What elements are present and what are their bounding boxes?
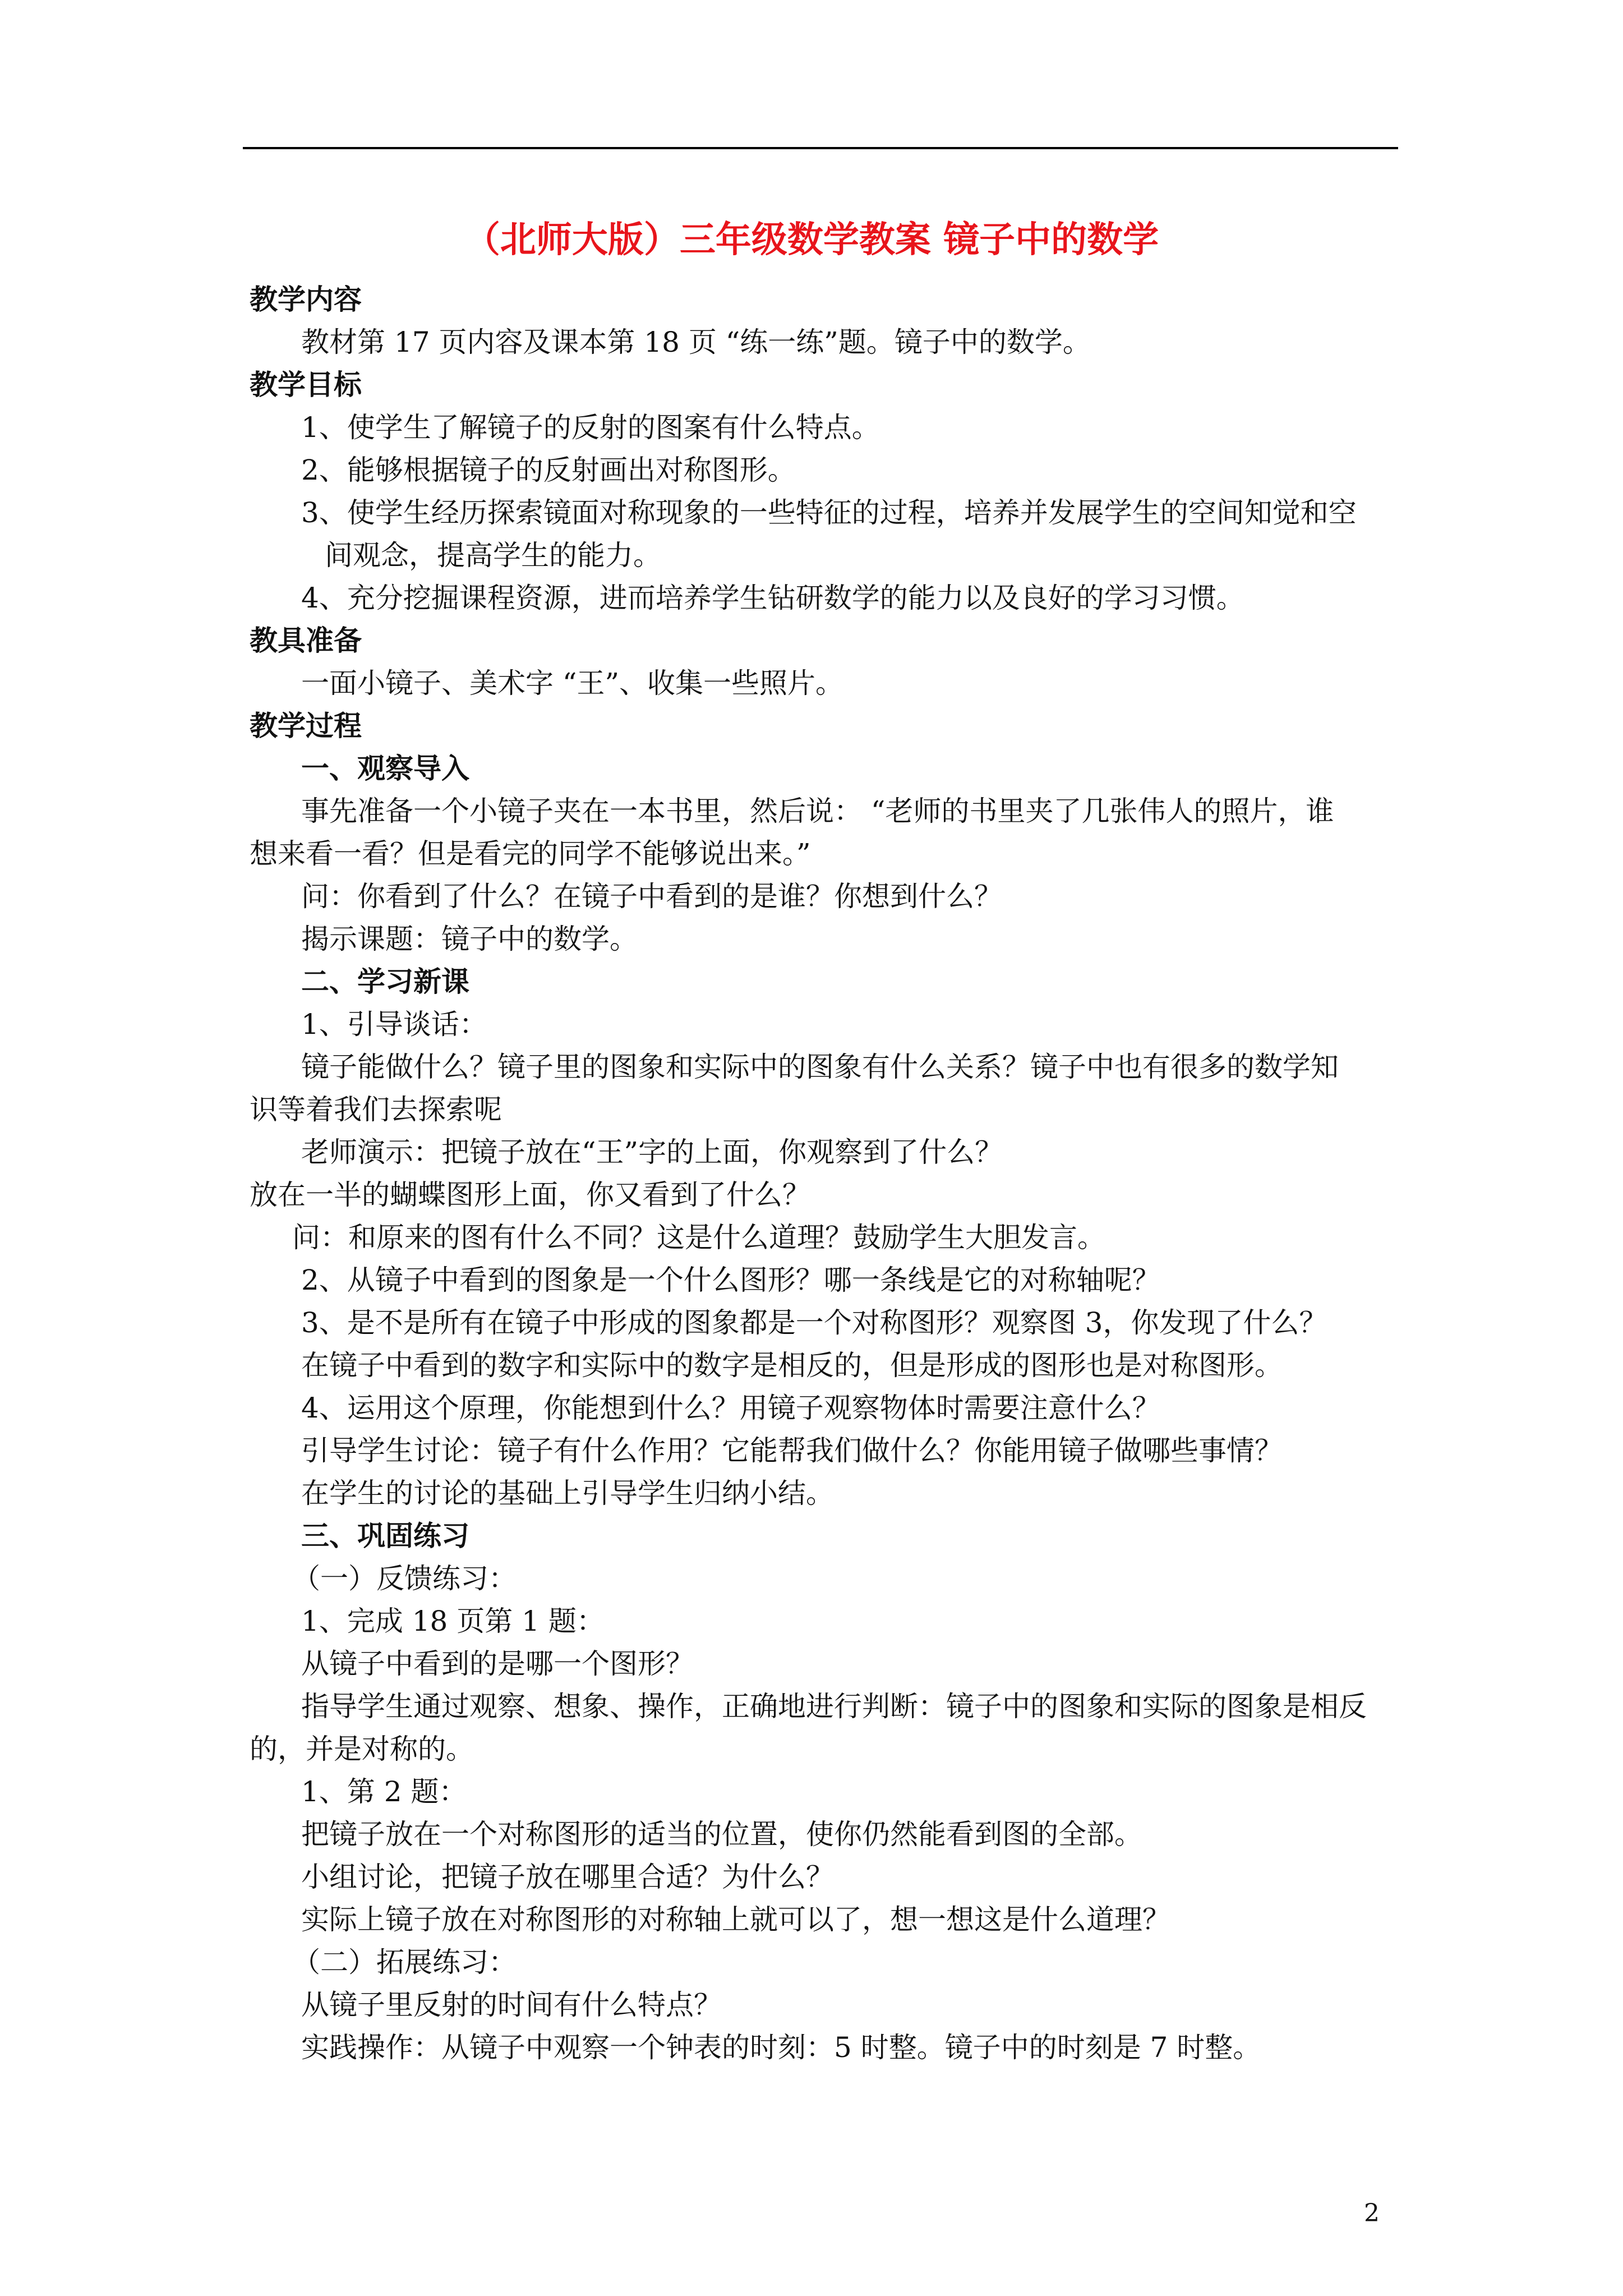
body-line: 教材第 17 页内容及课本第 18 页 “练一练”题。镜子中的数学。 <box>301 326 1091 358</box>
body-line: 镜子能做什么？镜子里的图象和实际中的图象有什么关系？镜子中也有很多的数学知 <box>301 1051 1339 1083</box>
body-line: 从镜子中看到的是哪一个图形？ <box>301 1648 694 1680</box>
body-line: 1、引导谈话： <box>301 1008 487 1041</box>
body-line: （一）反馈练习： <box>292 1562 517 1595</box>
body-line: 4、充分挖掘课程资源，进而培养学生钻研数学的能力以及良好的学习习惯。 <box>301 582 1244 614</box>
body-line: 引导学生讨论：镜子有什么作用？它能帮我们做什么？你能用镜子做哪些事情？ <box>301 1434 1283 1467</box>
page-number: 2 <box>1364 2199 1380 2228</box>
section-heading: 教学过程 <box>250 709 362 742</box>
body-line: 老师演示：把镜子放在“王”字的上面，你观察到了什么？ <box>301 1136 1003 1168</box>
body-line: 4、运用这个原理，你能想到什么？用镜子观察物体时需要注意什么？ <box>301 1392 1160 1424</box>
section-heading: 教学目标 <box>250 368 362 401</box>
document-title: （北师大版）三年级数学教案 镜子中的数学 <box>464 219 1159 261</box>
section-heading: 教具准备 <box>250 624 362 657</box>
body-line: 小组讨论，把镜子放在哪里合适？为什么？ <box>301 1861 834 1893</box>
body-line: 放在一半的蝴蝶图形上面，你又看到了什么？ <box>250 1179 810 1211</box>
body-line: 实践操作：从镜子中观察一个钟表的时刻：5 时整。镜子中的时刻是 7 时整。 <box>301 2031 1261 2064</box>
body-line: 事先准备一个小镜子夹在一本书里，然后说： “老师的书里夹了几张伟人的照片，谁 <box>301 795 1334 827</box>
document-body <box>250 278 1399 2069</box>
body-line: 识等着我们去探索呢 <box>250 1093 502 1126</box>
body-line: 的，并是对称的。 <box>250 1733 474 1765</box>
section-subheading: 一、观察导入 <box>301 752 469 785</box>
body-line: 1、使学生了解镜子的反射的图案有什么特点。 <box>301 411 880 444</box>
body-line: （二）拓展练习： <box>292 1946 517 1978</box>
body-line: 问：你看到了什么？在镜子中看到的是谁？你想到什么？ <box>301 880 1002 913</box>
body-line: 在学生的讨论的基础上引导学生归纳小结。 <box>301 1477 834 1510</box>
body-line: 3、使学生经历探索镜面对称现象的一些特征的过程，培养并发展学生的空间知觉和空 <box>301 496 1357 529</box>
body-line: 指导学生通过观察、想象、操作，正确地进行判断：镜子中的图象和实际的图象是相反 <box>301 1690 1367 1723</box>
body-line: 想来看一看？但是看完的同学不能够说出来。” <box>250 838 811 870</box>
body-line: 从镜子里反射的时间有什么特点？ <box>301 1989 722 2021</box>
body-line: 3、是不是所有在镜子中形成的图象都是一个对称图形？观察图 3，你发现了什么？ <box>301 1306 1327 1339</box>
body-line: 揭示课题：镜子中的数学。 <box>301 923 638 955</box>
body-line: 间观念，提高学生的能力。 <box>325 539 661 572</box>
body-line: 2、从镜子中看到的图象是一个什么图形？哪一条线是它的对称轴呢？ <box>301 1264 1160 1296</box>
body-line: 把镜子放在一个对称图形的适当的位置，使你仍然能看到图的全部。 <box>301 1818 1142 1851</box>
section-subheading: 三、巩固练习 <box>301 1519 469 1552</box>
body-line: 1、第 2 题： <box>301 1775 467 1808</box>
body-line: 1、完成 18 页第 1 题： <box>301 1605 605 1637</box>
body-line: 2、能够根据镜子的反射画出对称图形。 <box>301 454 796 486</box>
header-rule <box>243 147 1398 149</box>
body-line: 问：和原来的图有什么不同？这是什么道理？鼓励学生大胆发言。 <box>292 1221 1105 1254</box>
section-subheading: 二、学习新课 <box>301 965 469 998</box>
body-line: 实际上镜子放在对称图形的对称轴上就可以了，想一想这是什么道理？ <box>301 1903 1170 1936</box>
section-heading: 教学内容 <box>250 283 362 316</box>
body-line: 一面小镜子、美术字 “王”、收集一些照片。 <box>301 667 844 700</box>
body-line: 在镜子中看到的数字和实际中的数字是相反的，但是形成的图形也是对称图形。 <box>301 1349 1283 1382</box>
